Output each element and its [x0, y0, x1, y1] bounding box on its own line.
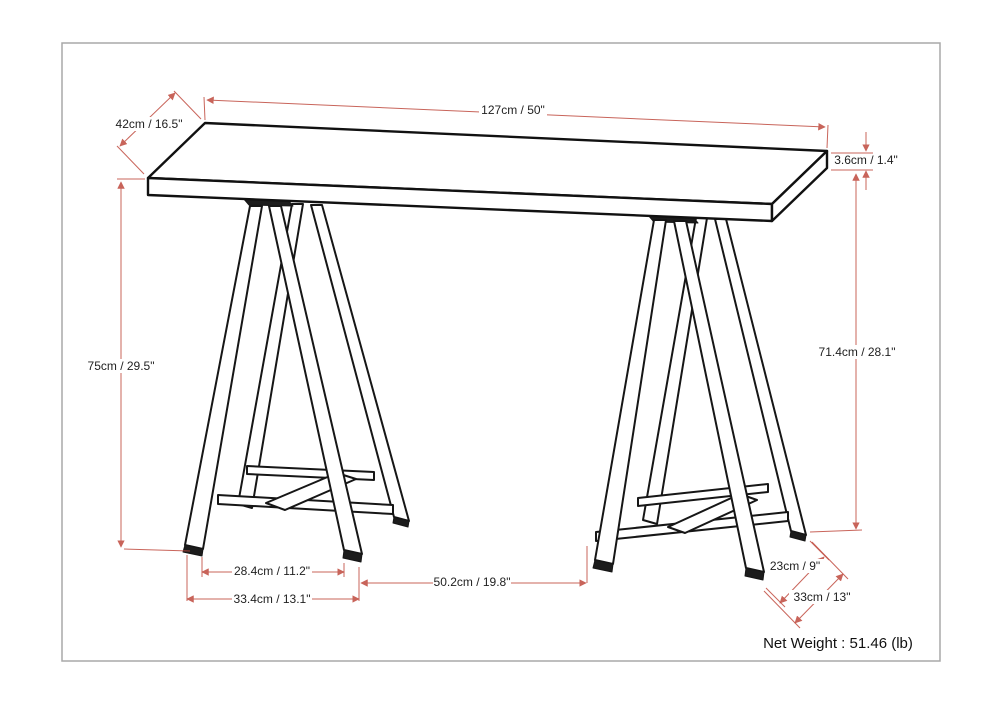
dim-label-feet-outer: 33.4cm / 13.1"	[233, 592, 311, 606]
dim-label-foot-depth-inner: 23cm / 9"	[769, 559, 821, 573]
dim-label-thickness: 3.6cm / 1.4"	[834, 153, 898, 167]
dim-label-feet-inner: 28.4cm / 11.2"	[233, 564, 311, 578]
dim-label-gap: 50.2cm / 19.8"	[433, 575, 511, 589]
left-trestle	[183, 198, 409, 562]
dim-label-height: 75cm / 29.5"	[87, 359, 155, 373]
right-trestle	[593, 215, 806, 580]
dim-label-clearance: 71.4cm / 28.1"	[818, 345, 896, 359]
dim-label-length: 127cm / 50"	[481, 103, 545, 117]
net-weight-label: Net Weight : 51.46 (lb)	[763, 635, 913, 652]
dim-label-depth: 42cm / 16.5"	[115, 117, 183, 131]
dim-label-foot-depth-outer: 33cm / 13"	[793, 590, 851, 604]
